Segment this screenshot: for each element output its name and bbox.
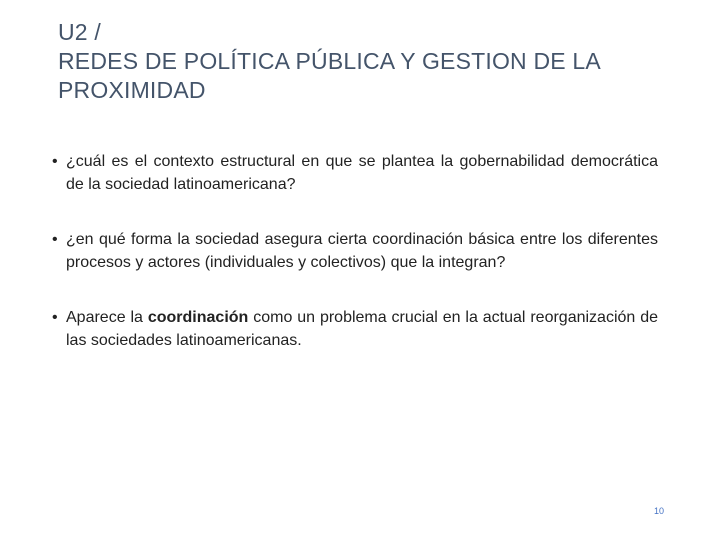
- bullet-item: [48, 306, 658, 352]
- bullet-list: [48, 150, 658, 384]
- title-line-3: PROXIMIDAD: [58, 77, 206, 103]
- bullet-bold-term: coordinación: [147, 309, 249, 326]
- title-line-2: REDES DE POLÍTICA PÚBLICA Y GESTION DE LA: [58, 48, 601, 74]
- bullet-text-before: Aparece la: [66, 309, 148, 326]
- bullet-text-after: como un problema crucial en la actual reorganización de las sociedades latinoamericanas.: [66, 309, 659, 349]
- bullet-text: ¿cuál es el contexto estructural en que se plantea la gobernabilidad democrática de la sociedad latinoamericana?: [66, 153, 658, 193]
- page-number: 10: [653, 506, 664, 516]
- bullet-marker: •: [52, 231, 58, 248]
- bullet-item: [48, 150, 658, 196]
- bullet-item: [48, 228, 658, 274]
- bullet-text: ¿en qué forma la sociedad asegura cierta coordinación básica entre los diferentes procesos y actores (individuales y colectivos) que la integran?: [66, 231, 658, 271]
- slide-title: [58, 18, 698, 105]
- title-line-1: U2 /: [58, 19, 101, 45]
- bullet-marker: •: [52, 153, 58, 170]
- bullet-marker: •: [52, 309, 58, 326]
